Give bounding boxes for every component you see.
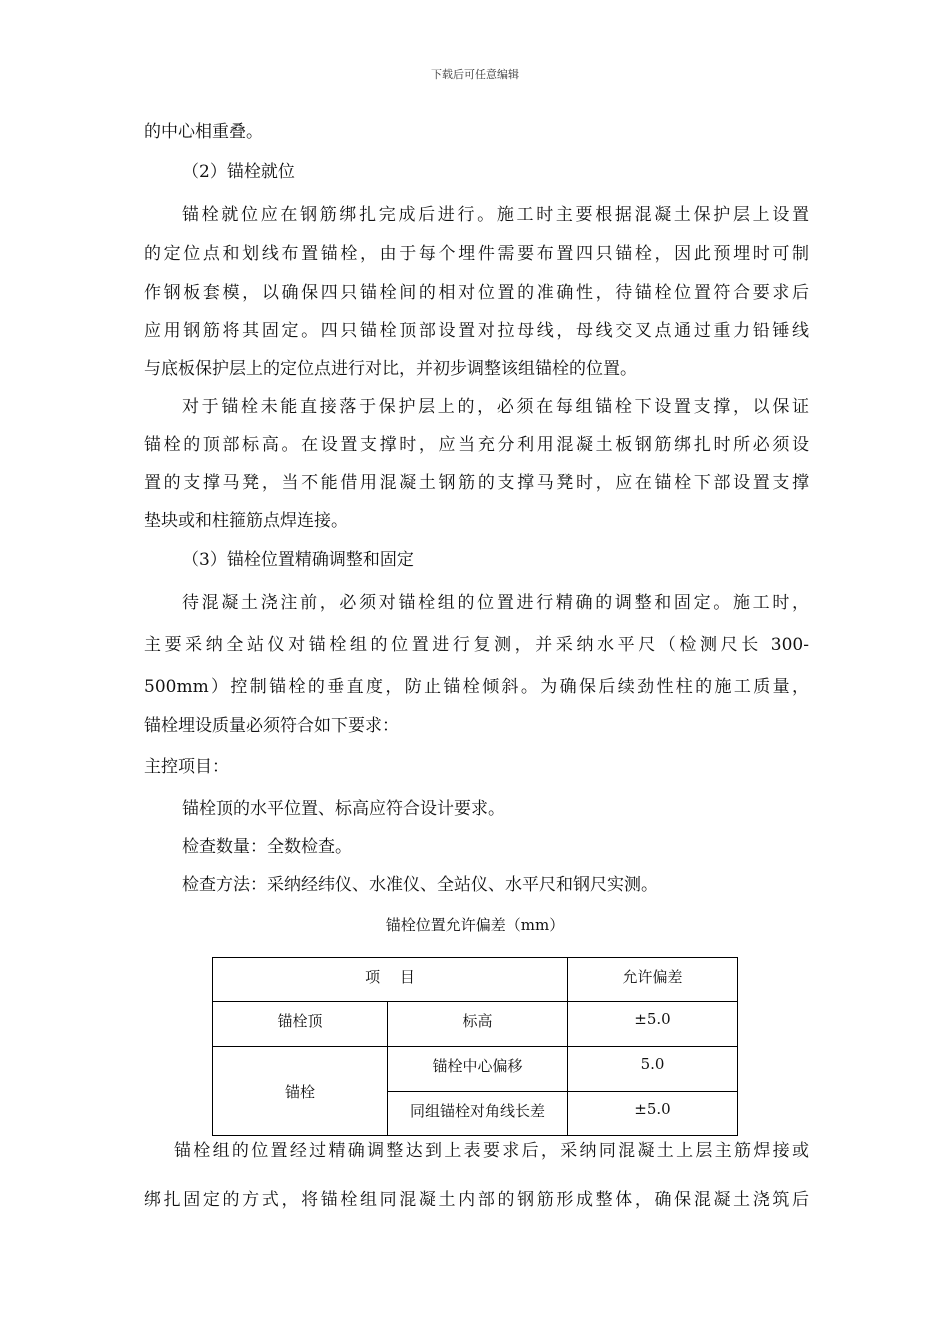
table-row [213,1047,738,1092]
paragraph-line: 500mm）控制锚栓的垂直度，防止锚栓倾斜。为确保后续劲性柱的施工质量， [144,677,809,697]
table-cell: ±5.0 [568,1092,738,1136]
table-header-cell: 允许偏差 [568,958,738,1002]
paragraph-line: 锚栓组的位置经过精确调整达到上表要求后，采纳同混凝土上层主筋焊接或 [174,1141,809,1161]
section-heading: （3）锚栓位置精确调整和固定 [182,550,414,570]
paragraph-line: 锚栓的顶部标高。在设置支撑时，应当充分利用混凝土板钢筋绑扎时所必须设 [144,435,809,455]
table-cell: 标高 [388,1002,568,1047]
list-item: 检查方法：采纳经纬仪、水准仪、全站仪、水平尺和钢尺实测。 [182,875,658,895]
paragraph-line: 对于锚栓未能直接落于保护层上的，必须在每组锚栓下设置支撑，以保证 [182,397,809,417]
table-cell: 锚栓顶 [213,1002,388,1047]
paragraph-line: 主控项目： [144,757,229,777]
paragraph-line: 应用钢筋将其固定。四只锚栓顶部设置对拉母线，母线交叉点通过重力铅锤线 [144,321,809,341]
paragraph-line: 的定位点和划线布置锚栓，由于每个埋件需要布置四只锚栓，因此预埋时可制 [144,244,809,264]
list-item: 检查数量：全数检查。 [182,837,352,857]
table-row [213,1002,738,1047]
list-item: 锚栓顶的水平位置、标高应符合设计要求。 [182,799,505,819]
paragraph-line: 锚栓就位应在钢筋绑扎完成后进行。施工时主要根据混凝土保护层上设置 [182,205,809,225]
paragraph-line: 与底板保护层上的定位点进行对比，并初步调整该组锚栓的位置。 [144,359,637,379]
table-header-cell: 项 目 [213,958,568,1002]
page-header: 下载后可任意编辑 [431,68,519,81]
paragraph-line: 置的支撑马凳，当不能借用混凝土钢筋的支撑马凳时，应在锚栓下部设置支撑 [144,473,809,493]
table-cell: 锚栓中心偏移 [388,1047,568,1092]
table-row [213,958,738,1002]
section-heading: （2）锚栓就位 [182,162,295,182]
paragraph-line: 作钢板套模，以确保四只锚栓间的相对位置的准确性，待锚栓位置符合要求后 [144,283,809,303]
table-cell: 5.0 [568,1047,738,1092]
paragraph-line: 主要采纳全站仪对锚栓组的位置进行复测，并采纳水平尺（检测尺长 300- [144,635,809,655]
table-cell: ±5.0 [568,1002,738,1047]
tolerance-table [212,957,738,1136]
table-caption: 锚栓位置允许偏差（mm） [385,916,565,934]
table-cell: 同组锚栓对角线长差 [388,1092,568,1136]
paragraph-line: 锚栓埋设质量必须符合如下要求： [144,716,399,736]
table-cell: 锚栓 [213,1047,388,1136]
paragraph-line: 的中心相重叠。 [144,122,263,142]
paragraph-line: 待混凝土浇注前，必须对锚栓组的位置进行精确的调整和固定。施工时， [182,593,809,613]
paragraph-line: 垫块或和柱箍筋点焊连接。 [144,511,348,531]
paragraph-line: 绑扎固定的方式，将锚栓组同混凝土内部的钢筋形成整体，确保混凝土浇筑后 [144,1190,809,1210]
